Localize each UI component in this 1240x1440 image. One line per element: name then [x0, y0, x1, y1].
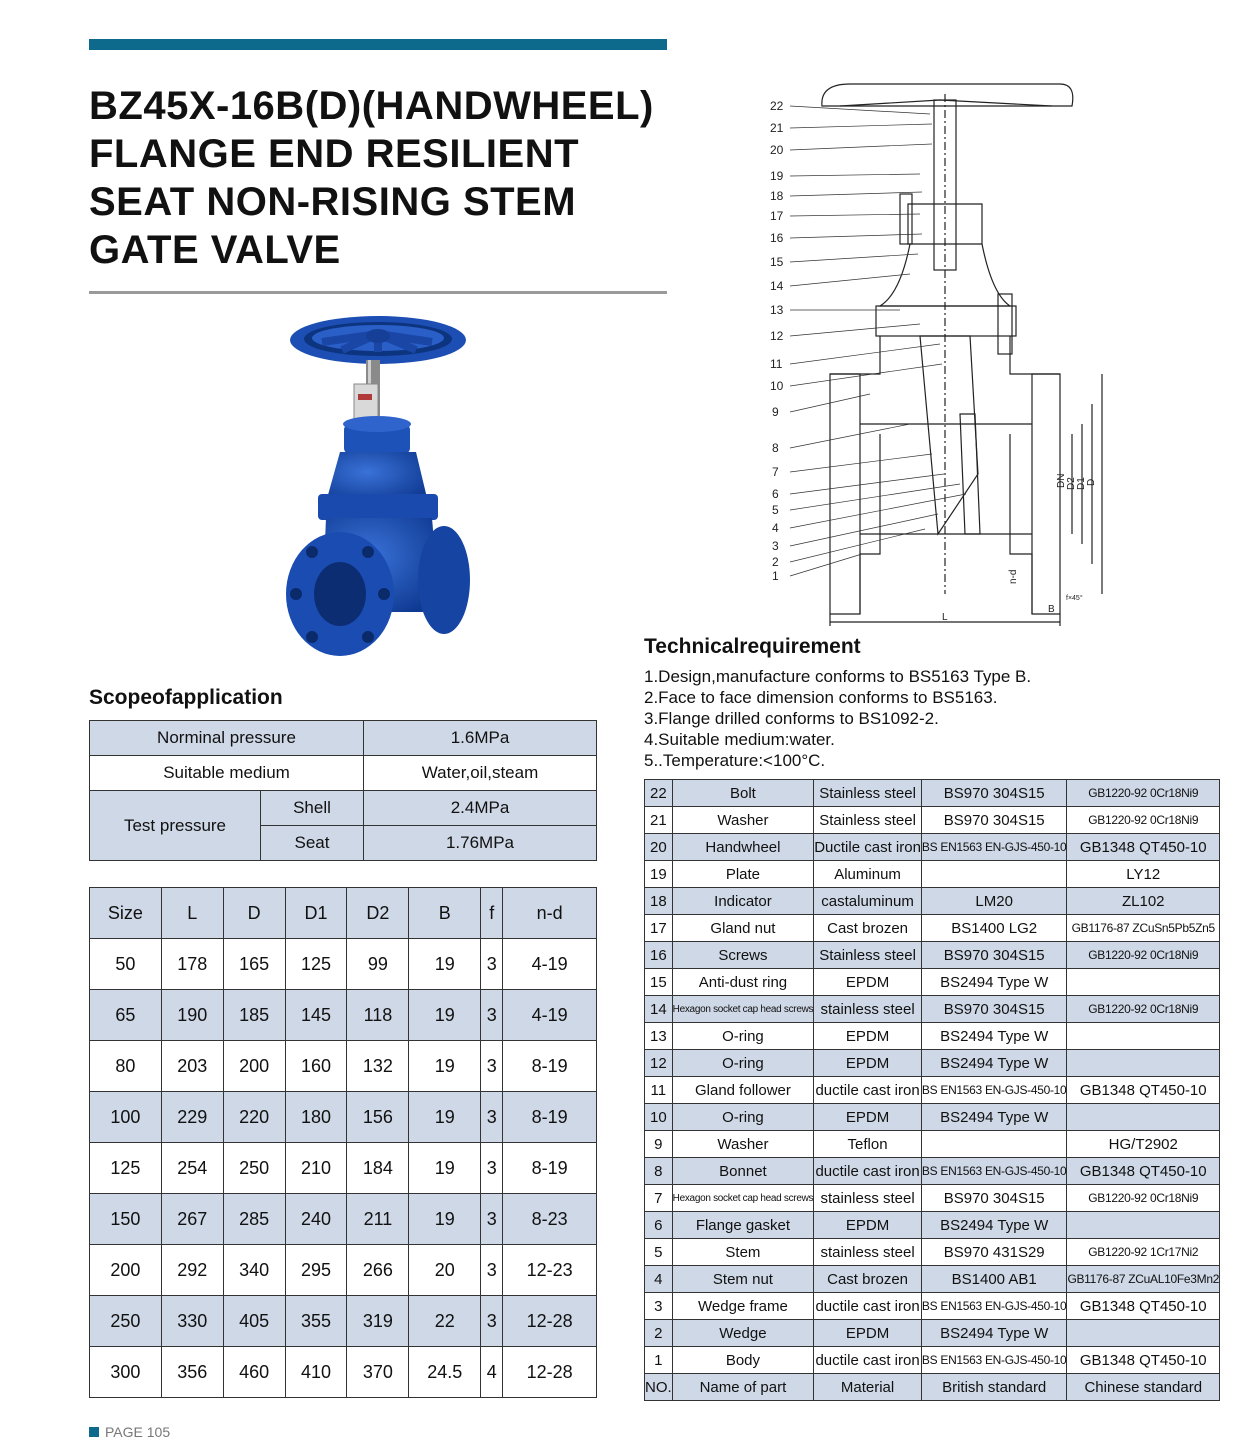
- callout-14: 14: [770, 279, 784, 293]
- table-cell: 3: [481, 1092, 503, 1143]
- table-cell: 165: [223, 939, 285, 990]
- table-cell: 203: [161, 1041, 223, 1092]
- table-cell: 210: [285, 1143, 347, 1194]
- table-cell: Teflon: [814, 1131, 922, 1158]
- table-cell: GB1220-92 0Cr18Ni9: [1067, 996, 1220, 1023]
- table-cell: BS2494 Type W: [921, 1050, 1067, 1077]
- callout-18: 18: [770, 189, 784, 203]
- page-footer: [89, 1424, 170, 1440]
- callout-13: 13: [770, 303, 784, 317]
- table-cell: 1: [645, 1347, 673, 1374]
- table-cell: Washer: [672, 807, 814, 834]
- callout-17: 17: [770, 209, 784, 223]
- column-header: L: [161, 888, 223, 939]
- table-cell: [1067, 1023, 1220, 1050]
- table-cell: 3: [481, 1143, 503, 1194]
- req-line: 5..Temperature:<100°C.: [644, 751, 826, 770]
- dim-label-d1: D1: [1076, 477, 1087, 490]
- table-cell: HG/T2902: [1067, 1131, 1220, 1158]
- table-cell: 132: [347, 1041, 409, 1092]
- callout-2: 2: [772, 555, 779, 569]
- table-cell: Cast brozen: [814, 915, 922, 942]
- table-cell: 100: [90, 1092, 162, 1143]
- table-cell: GB1348 QT450-10: [1067, 1077, 1220, 1104]
- table-row: [645, 1374, 1220, 1401]
- table-cell: 250: [223, 1143, 285, 1194]
- table-cell: Gland follower: [672, 1077, 814, 1104]
- table-cell: 3: [481, 1296, 503, 1347]
- table-cell: 19: [409, 939, 481, 990]
- dim-label-d: D: [1086, 478, 1097, 486]
- table-cell: BS970 304S15: [921, 1185, 1067, 1212]
- medium-value: Water,oil,steam: [364, 756, 597, 791]
- scope-heading: Scopeofapplication: [89, 686, 283, 709]
- callout-22: 22: [770, 99, 784, 113]
- table-cell: BS2494 Type W: [921, 1212, 1067, 1239]
- table-cell: 460: [223, 1347, 285, 1398]
- table-cell: 5: [645, 1239, 673, 1266]
- table-cell: BS2494 Type W: [921, 1023, 1067, 1050]
- table-cell: 19: [409, 1143, 481, 1194]
- table-cell: BS EN1563 EN-GJS-450-10: [921, 1293, 1067, 1320]
- table-cell: 18: [645, 888, 673, 915]
- table-cell: BS970 304S15: [921, 996, 1067, 1023]
- table-cell: BS2494 Type W: [921, 969, 1067, 996]
- seat-value: 1.76MPa: [364, 826, 597, 861]
- table-cell: 50: [90, 939, 162, 990]
- table-row: [645, 1266, 1220, 1293]
- req-line: 4.Suitable medium:water.: [644, 730, 835, 749]
- table-row: [645, 1293, 1220, 1320]
- table-cell: ductile cast iron: [814, 1293, 922, 1320]
- table-cell: BS EN1563 EN-GJS-450-10: [921, 834, 1067, 861]
- table-cell: GB1176-87 ZCuAL10Fe3Mn2: [1067, 1266, 1220, 1293]
- table-cell: 12-28: [503, 1347, 597, 1398]
- column-header: f: [481, 888, 503, 939]
- table-row: [645, 1104, 1220, 1131]
- column-header: D: [223, 888, 285, 939]
- callout-19: 19: [770, 169, 784, 183]
- table-cell: EPDM: [814, 1050, 922, 1077]
- table-cell: 17: [645, 915, 673, 942]
- table-cell: 190: [161, 990, 223, 1041]
- table-cell: 2: [645, 1320, 673, 1347]
- table-row: [645, 969, 1220, 996]
- table-cell: 200: [90, 1245, 162, 1296]
- table-cell: stainless steel: [814, 1239, 922, 1266]
- table-cell: stainless steel: [814, 1185, 922, 1212]
- table-cell: 250: [90, 1296, 162, 1347]
- table-row: [90, 721, 597, 756]
- table-row: [645, 996, 1220, 1023]
- table-row: [645, 861, 1220, 888]
- table-cell: LY12: [1067, 861, 1220, 888]
- table-cell: 3: [481, 1194, 503, 1245]
- table-cell: Plate: [672, 861, 814, 888]
- table-cell: 267: [161, 1194, 223, 1245]
- table-cell: 180: [285, 1092, 347, 1143]
- table-cell: 220: [223, 1092, 285, 1143]
- callout-10: 10: [770, 379, 784, 393]
- table-cell: 24.5: [409, 1347, 481, 1398]
- table-cell: [1067, 1320, 1220, 1347]
- table-cell: 356: [161, 1347, 223, 1398]
- table-row: [645, 1077, 1220, 1104]
- table-cell: [921, 861, 1067, 888]
- table-cell: 3: [481, 1041, 503, 1092]
- table-cell: 16: [645, 942, 673, 969]
- table-cell: 19: [645, 861, 673, 888]
- parts-table: [644, 779, 1220, 1401]
- dim-label-f: f×45°: [1066, 595, 1083, 602]
- table-cell: 13: [645, 1023, 673, 1050]
- table-cell: GB1220-92 0Cr18Ni9: [1067, 780, 1220, 807]
- table-cell: GB1176-87 ZCuSn5Pb5Zn5: [1067, 915, 1220, 942]
- table-cell: 125: [285, 939, 347, 990]
- valve-photo: [282, 312, 482, 674]
- table-cell: ductile cast iron: [814, 1347, 922, 1374]
- req-line: 2.Face to face dimension conforms to BS5163.: [644, 688, 998, 707]
- table-cell: ZL102: [1067, 888, 1220, 915]
- callout-8: 8: [772, 441, 779, 455]
- table-row: [90, 939, 597, 990]
- table-cell: O-ring: [672, 1050, 814, 1077]
- table-cell: 14: [645, 996, 673, 1023]
- table-cell: BS2494 Type W: [921, 1320, 1067, 1347]
- table-cell: 9: [645, 1131, 673, 1158]
- table-cell: 185: [223, 990, 285, 1041]
- table-cell: Washer: [672, 1131, 814, 1158]
- column-header: D1: [285, 888, 347, 939]
- callout-6: 6: [772, 487, 779, 501]
- technical-heading: Technicalrequirement: [644, 635, 861, 658]
- dim-label-d2: D2: [1066, 477, 1077, 490]
- table-cell: BS EN1563 EN-GJS-450-10: [921, 1077, 1067, 1104]
- table-row: [645, 1158, 1220, 1185]
- table-cell: 6: [645, 1212, 673, 1239]
- medium-label: Suitable medium: [90, 756, 364, 791]
- table-cell: 292: [161, 1245, 223, 1296]
- table-cell: Handwheel: [672, 834, 814, 861]
- table-cell: 3: [481, 939, 503, 990]
- table-cell: Bolt: [672, 780, 814, 807]
- table-cell: Hexagon socket cap head screws: [672, 996, 814, 1023]
- table-cell: BS970 304S15: [921, 807, 1067, 834]
- table-cell: 12-28: [503, 1296, 597, 1347]
- title-divider: [89, 291, 667, 294]
- table-cell: 405: [223, 1296, 285, 1347]
- table-cell: Stainless steel: [814, 807, 922, 834]
- table-cell: Stem nut: [672, 1266, 814, 1293]
- callout-4: 4: [772, 521, 779, 535]
- table-cell: 15: [645, 969, 673, 996]
- table-cell: Wedge frame: [672, 1293, 814, 1320]
- table-cell: 22: [409, 1296, 481, 1347]
- table-row: [645, 1239, 1220, 1266]
- nominal-pressure-label: Norminal pressure: [90, 721, 364, 756]
- table-row: [90, 1347, 597, 1398]
- table-cell: 8: [645, 1158, 673, 1185]
- table-cell: Indicator: [672, 888, 814, 915]
- callout-5: 5: [772, 503, 779, 517]
- title-line-3: SEAT NON-RISING STEM: [89, 180, 577, 224]
- table-cell: Stem: [672, 1239, 814, 1266]
- dim-label-l: L: [942, 612, 948, 623]
- table-cell: EPDM: [814, 1212, 922, 1239]
- table-cell: 150: [90, 1194, 162, 1245]
- table-cell: BS1400 LG2: [921, 915, 1067, 942]
- table-cell: 125: [90, 1143, 162, 1194]
- page-title: [89, 82, 689, 274]
- table-cell: BS1400 AB1: [921, 1266, 1067, 1293]
- table-row: [645, 1347, 1220, 1374]
- table-cell: 80: [90, 1041, 162, 1092]
- table-row: [645, 942, 1220, 969]
- table-cell: Cast brozen: [814, 1266, 922, 1293]
- table-cell: EPDM: [814, 1104, 922, 1131]
- table-cell: GB1220-92 1Cr17Ni2: [1067, 1239, 1220, 1266]
- test-pressure-label: Test pressure: [90, 791, 261, 861]
- callout-21: 21: [770, 121, 784, 135]
- table-cell: [1067, 1212, 1220, 1239]
- table-cell: 22: [645, 780, 673, 807]
- shell-value: 2.4MPa: [364, 791, 597, 826]
- table-cell: GB1348 QT450-10: [1067, 834, 1220, 861]
- dim-label-dn: DN: [1056, 473, 1067, 488]
- table-header-row: [90, 888, 597, 939]
- table-cell: 156: [347, 1092, 409, 1143]
- title-line-2: FLANGE END RESILIENT: [89, 132, 580, 176]
- table-cell: ductile cast iron: [814, 1077, 922, 1104]
- req-line: 1.Design,manufacture conforms to BS5163 Type B.: [644, 667, 1032, 686]
- table-row: [645, 915, 1220, 942]
- table-cell: 285: [223, 1194, 285, 1245]
- table-cell: 8-19: [503, 1092, 597, 1143]
- table-row: [645, 888, 1220, 915]
- table-cell: 300: [90, 1347, 162, 1398]
- table-cell: GB1348 QT450-10: [1067, 1158, 1220, 1185]
- table-cell: Chinese standard: [1067, 1374, 1220, 1401]
- table-cell: BS970 304S15: [921, 780, 1067, 807]
- table-cell: 370: [347, 1347, 409, 1398]
- dimension-table: [89, 887, 597, 1398]
- callout-20: 20: [770, 143, 784, 157]
- table-row: [90, 1245, 597, 1296]
- table-cell: [1067, 969, 1220, 996]
- table-cell: Stainless steel: [814, 780, 922, 807]
- column-header: Size: [90, 888, 162, 939]
- table-cell: 11: [645, 1077, 673, 1104]
- table-cell: 8-23: [503, 1194, 597, 1245]
- table-cell: 118: [347, 990, 409, 1041]
- table-cell: 21: [645, 807, 673, 834]
- table-cell: 178: [161, 939, 223, 990]
- dim-label-nd: n-d: [1008, 569, 1019, 584]
- table-cell: EPDM: [814, 1023, 922, 1050]
- dim-label-b: B: [1048, 604, 1055, 615]
- callout-15: 15: [770, 255, 784, 269]
- table-cell: 254: [161, 1143, 223, 1194]
- table-cell: Body: [672, 1347, 814, 1374]
- table-cell: Name of part: [672, 1374, 814, 1401]
- table-cell: 8-19: [503, 1041, 597, 1092]
- table-cell: 319: [347, 1296, 409, 1347]
- table-row: [645, 1185, 1220, 1212]
- table-cell: BS2494 Type W: [921, 1104, 1067, 1131]
- table-cell: 99: [347, 939, 409, 990]
- table-cell: 355: [285, 1296, 347, 1347]
- req-line: 3.Flange drilled conforms to BS1092-2.: [644, 709, 939, 728]
- table-cell: GB1220-92 0Cr18Ni9: [1067, 1185, 1220, 1212]
- callout-12: 12: [770, 329, 784, 343]
- table-cell: EPDM: [814, 1320, 922, 1347]
- table-cell: Hexagon socket cap head screws: [672, 1185, 814, 1212]
- table-cell: ductile cast iron: [814, 1158, 922, 1185]
- sectional-drawing: [760, 74, 1160, 630]
- table-row: [90, 791, 597, 826]
- table-row: [645, 1050, 1220, 1077]
- table-cell: Ductile cast iron: [814, 834, 922, 861]
- callout-1: 1: [772, 569, 779, 583]
- table-cell: Bonnet: [672, 1158, 814, 1185]
- footer-square-icon: [89, 1427, 99, 1437]
- table-row: [645, 1320, 1220, 1347]
- table-cell: 410: [285, 1347, 347, 1398]
- table-cell: 295: [285, 1245, 347, 1296]
- table-cell: 4-19: [503, 990, 597, 1041]
- column-header: B: [409, 888, 481, 939]
- table-cell: 4-19: [503, 939, 597, 990]
- table-cell: NO.: [645, 1374, 673, 1401]
- table-cell: stainless steel: [814, 996, 922, 1023]
- technical-requirements: [644, 666, 1164, 771]
- table-cell: BS970 304S15: [921, 942, 1067, 969]
- table-cell: 20: [645, 834, 673, 861]
- column-header: n-d: [503, 888, 597, 939]
- table-cell: 65: [90, 990, 162, 1041]
- nominal-pressure-value: 1.6MPa: [364, 721, 597, 756]
- callout-11: 11: [770, 357, 783, 371]
- table-cell: GB1220-92 0Cr18Ni9: [1067, 807, 1220, 834]
- callout-9: 9: [772, 405, 779, 419]
- table-row: [90, 1194, 597, 1245]
- table-cell: [1067, 1050, 1220, 1077]
- shell-label: Shell: [261, 791, 364, 826]
- table-row: [645, 807, 1220, 834]
- page-number: PAGE 105: [105, 1424, 171, 1440]
- top-accent-bar: [89, 39, 667, 50]
- table-row: [645, 1212, 1220, 1239]
- table-cell: BS EN1563 EN-GJS-450-10: [921, 1158, 1067, 1185]
- table-row: [90, 1143, 597, 1194]
- table-cell: GB1220-92 0Cr18Ni9: [1067, 942, 1220, 969]
- table-cell: 3: [481, 990, 503, 1041]
- table-cell: Flange gasket: [672, 1212, 814, 1239]
- table-cell: 4: [481, 1347, 503, 1398]
- table-cell: 19: [409, 1092, 481, 1143]
- table-cell: 7: [645, 1185, 673, 1212]
- callout-7: 7: [772, 465, 779, 479]
- callout-3: 3: [772, 539, 779, 553]
- table-cell: BS970 431S29: [921, 1239, 1067, 1266]
- table-row: [90, 1092, 597, 1143]
- table-cell: Aluminum: [814, 861, 922, 888]
- table-cell: 200: [223, 1041, 285, 1092]
- table-cell: 3: [481, 1245, 503, 1296]
- column-header: D2: [347, 888, 409, 939]
- table-cell: [1067, 1104, 1220, 1131]
- table-cell: GB1348 QT450-10: [1067, 1293, 1220, 1320]
- table-row: [90, 1296, 597, 1347]
- table-cell: 266: [347, 1245, 409, 1296]
- table-cell: 3: [645, 1293, 673, 1320]
- table-cell: 184: [347, 1143, 409, 1194]
- table-cell: 4: [645, 1266, 673, 1293]
- table-cell: 19: [409, 1194, 481, 1245]
- table-cell: O-ring: [672, 1023, 814, 1050]
- table-cell: Wedge: [672, 1320, 814, 1347]
- table-row: [645, 1023, 1220, 1050]
- table-cell: Gland nut: [672, 915, 814, 942]
- table-cell: 340: [223, 1245, 285, 1296]
- table-row: [645, 1131, 1220, 1158]
- seat-label: Seat: [261, 826, 364, 861]
- table-cell: 12: [645, 1050, 673, 1077]
- table-cell: 8-19: [503, 1143, 597, 1194]
- table-cell: EPDM: [814, 969, 922, 996]
- table-cell: GB1348 QT450-10: [1067, 1347, 1220, 1374]
- table-row: [645, 834, 1220, 861]
- table-cell: castaluminum: [814, 888, 922, 915]
- table-row: [90, 990, 597, 1041]
- table-cell: 10: [645, 1104, 673, 1131]
- table-cell: 12-23: [503, 1245, 597, 1296]
- table-cell: Screws: [672, 942, 814, 969]
- table-row: [90, 1041, 597, 1092]
- title-line-1: BZ45X-16B(D)(HANDWHEEL): [89, 84, 654, 128]
- table-cell: [921, 1131, 1067, 1158]
- table-cell: Anti-dust ring: [672, 969, 814, 996]
- table-cell: 20: [409, 1245, 481, 1296]
- table-cell: 19: [409, 990, 481, 1041]
- scope-table: [89, 720, 597, 861]
- table-cell: LM20: [921, 888, 1067, 915]
- table-cell: BS EN1563 EN-GJS-450-10: [921, 1347, 1067, 1374]
- table-cell: Material: [814, 1374, 922, 1401]
- table-cell: 145: [285, 990, 347, 1041]
- table-row: [645, 780, 1220, 807]
- table-cell: British standard: [921, 1374, 1067, 1401]
- table-cell: 211: [347, 1194, 409, 1245]
- table-cell: 229: [161, 1092, 223, 1143]
- table-row: [90, 756, 597, 791]
- table-cell: 330: [161, 1296, 223, 1347]
- table-cell: O-ring: [672, 1104, 814, 1131]
- table-cell: 240: [285, 1194, 347, 1245]
- title-line-4: GATE VALVE: [89, 228, 341, 272]
- table-cell: 19: [409, 1041, 481, 1092]
- table-cell: Stainless steel: [814, 942, 922, 969]
- callout-16: 16: [770, 231, 784, 245]
- table-cell: 160: [285, 1041, 347, 1092]
